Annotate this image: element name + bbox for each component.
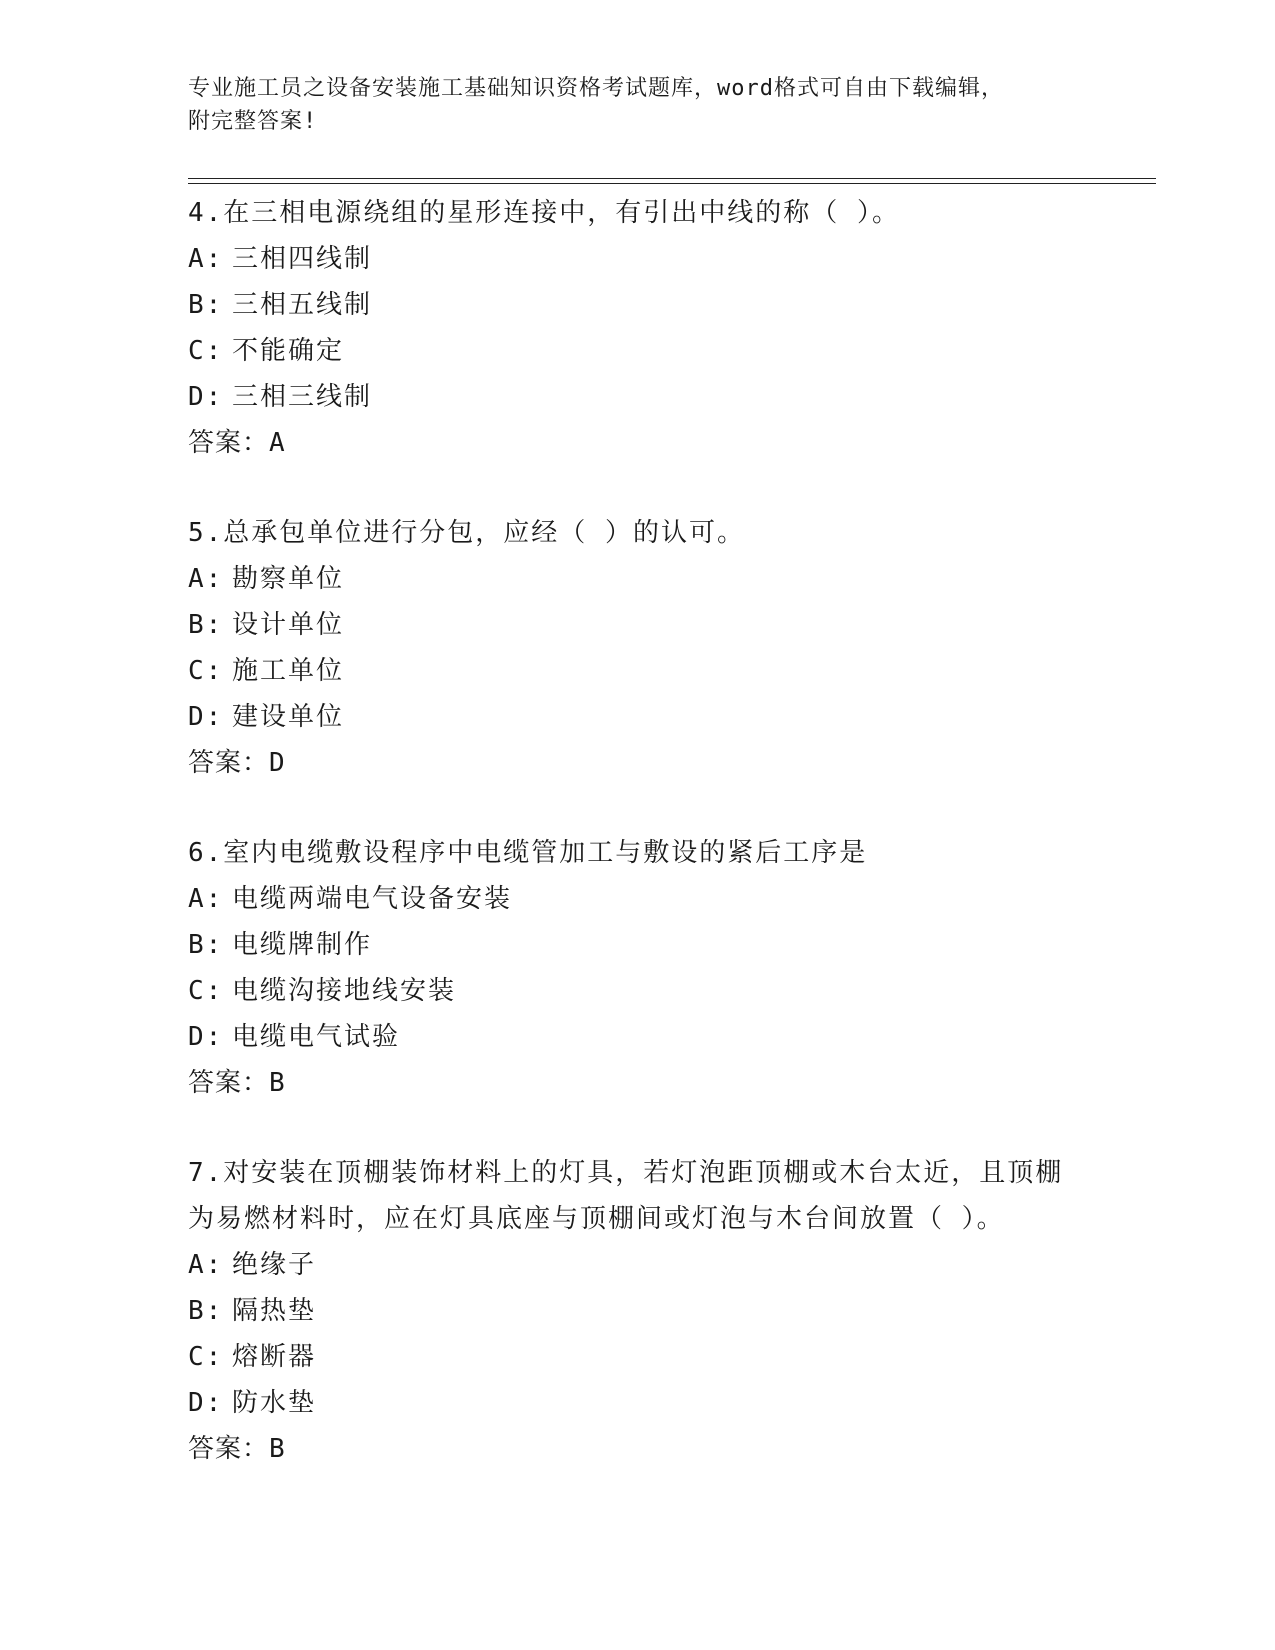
option-text: 建设单位 <box>232 702 345 732</box>
header-divider-top <box>188 178 1156 179</box>
option-text: 施工单位 <box>232 656 345 686</box>
option-text: 熔断器 <box>232 1342 317 1372</box>
answer-line: 答案：B <box>188 1068 286 1098</box>
option-text: 防水垫 <box>232 1388 317 1418</box>
question-item <box>188 1150 1088 1472</box>
question-stem: 6.室内电缆敷设程序中电缆管加工与敷设的紧后工序是 <box>188 838 868 868</box>
option-letter: D: <box>188 702 224 732</box>
option-d <box>188 374 1088 420</box>
option-text: 勘察单位 <box>232 564 345 594</box>
option-c <box>188 968 1088 1014</box>
option-text: 电缆电气试验 <box>232 1022 401 1052</box>
option-text: 隔热垫 <box>232 1296 317 1326</box>
option-d <box>188 694 1088 740</box>
option-letter: A: <box>188 1250 224 1280</box>
option-letter: C: <box>188 656 224 686</box>
option-b <box>188 602 1088 648</box>
option-letter: A: <box>188 884 224 914</box>
option-letter: B: <box>188 610 224 640</box>
option-letter: B: <box>188 930 224 960</box>
question-item <box>188 190 1088 466</box>
question-stem: 7.对安装在顶棚装饰材料上的灯具，若灯泡距顶棚或木台太近，且顶棚为易燃材料时，应在灯具底座与顶棚间或灯泡与木台间放置（ ）。 <box>188 1158 1064 1234</box>
question-stem: 4.在三相电源绕组的星形连接中，有引出中线的称（ ）。 <box>188 198 900 228</box>
option-letter: A: <box>188 244 224 274</box>
option-text: 三相五线制 <box>232 290 373 320</box>
option-a <box>188 1242 1088 1288</box>
question-stem: 5.总承包单位进行分包，应经（ ）的认可。 <box>188 518 745 548</box>
option-text: 绝缘子 <box>232 1250 317 1280</box>
option-a <box>188 236 1088 282</box>
option-text: 电缆牌制作 <box>232 930 373 960</box>
option-letter: C: <box>188 336 224 366</box>
header-line-2: 附完整答案! <box>188 109 318 134</box>
option-letter: D: <box>188 382 224 412</box>
option-b <box>188 1288 1088 1334</box>
option-letter: D: <box>188 1388 224 1418</box>
option-a <box>188 876 1088 922</box>
question-item <box>188 510 1088 786</box>
option-text: 电缆两端电气设备安装 <box>232 884 513 914</box>
question-list <box>188 190 1088 1516</box>
option-c <box>188 648 1088 694</box>
header-line-1: 专业施工员之设备安装施工基础知识资格考试题库，word格式可自由下载编辑， <box>188 76 1004 101</box>
option-letter: B: <box>188 290 224 320</box>
option-letter: C: <box>188 976 224 1006</box>
option-text: 三相四线制 <box>232 244 373 274</box>
document-header <box>188 72 1068 138</box>
option-b <box>188 282 1088 328</box>
answer-line: 答案：D <box>188 748 286 778</box>
option-d <box>188 1014 1088 1060</box>
option-text: 不能确定 <box>232 336 345 366</box>
option-c <box>188 1334 1088 1380</box>
option-text: 三相三线制 <box>232 382 373 412</box>
option-letter: B: <box>188 1296 224 1326</box>
answer-line: 答案：A <box>188 428 286 458</box>
question-item <box>188 830 1088 1106</box>
option-b <box>188 922 1088 968</box>
option-a <box>188 556 1088 602</box>
option-letter: C: <box>188 1342 224 1372</box>
answer-line: 答案：B <box>188 1434 286 1464</box>
header-divider-bottom <box>188 183 1156 184</box>
option-letter: A: <box>188 564 224 594</box>
option-letter: D: <box>188 1022 224 1052</box>
option-text: 设计单位 <box>232 610 345 640</box>
option-d <box>188 1380 1088 1426</box>
option-c <box>188 328 1088 374</box>
option-text: 电缆沟接地线安装 <box>232 976 457 1006</box>
